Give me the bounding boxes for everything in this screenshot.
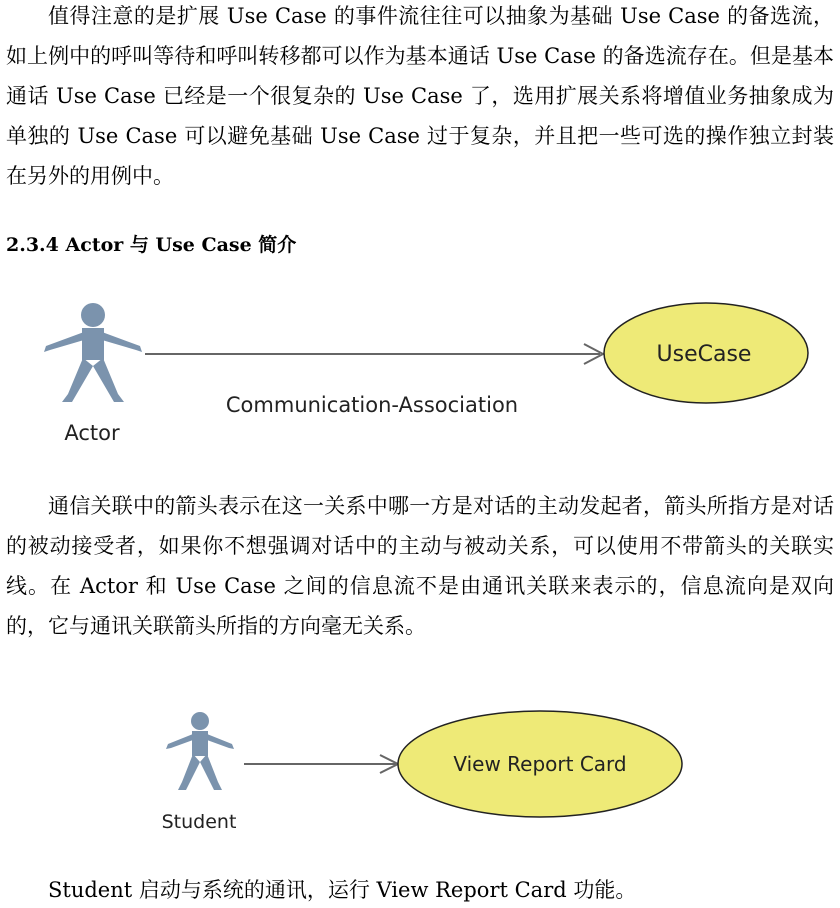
actor-label: Student xyxy=(161,811,237,833)
student-actor-icon xyxy=(166,712,234,790)
section-heading: 2.3.4 Actor 与 Use Case 简介 xyxy=(6,234,297,256)
usecase-label: UseCase xyxy=(656,342,752,367)
student-usecase-diagram xyxy=(0,700,840,840)
association-label: Communication-Association xyxy=(225,393,519,417)
actor-figure-icon xyxy=(44,303,142,402)
paragraph-student-example: Student 启动与系统的通讯，运行 View Report Card 功能。 xyxy=(48,878,637,902)
actor-usecase-diagram xyxy=(0,290,840,460)
paragraph-extension-use-case: 值得注意的是扩展 Use Case 的事件流往往可以抽象为基础 Use Case 的备选流，如上例中的呼叫等待和呼叫转移都可以作为基本通话 Use Case 的备选流存在。但是基本通话 Use Case 已经是一个很复杂的 Use Case 了，选用扩展关系将增值业务抽象成为单独的 Use Case 可以避免基础 Use Case 过于复杂，并且把一些可选的操作独立封装在另外的用例中。 xyxy=(6,4,834,188)
paragraph-association: 通信关联中的箭头表示在这一关系中哪一方是对话的主动发起者，箭头所指方是对话的被动接受者，如果你不想强调对话中的主动与被动关系，可以使用不带箭头的关联实线。在 Actor 和 Use Case 之间的信息流不是由通讯关联来表示的，信息流向是双向的，它与通讯关联箭头所指的方向毫无关系。 xyxy=(6,494,834,638)
actor-label: Actor xyxy=(64,421,120,445)
usecase-label: View Report Card xyxy=(453,752,627,776)
